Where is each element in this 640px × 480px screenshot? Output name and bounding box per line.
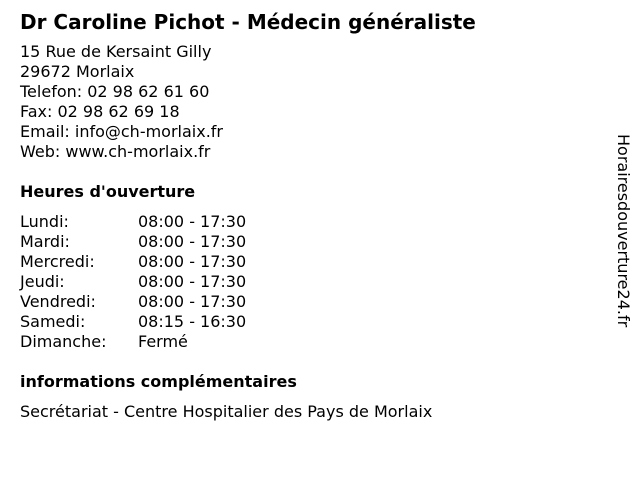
address-block	[20, 42, 600, 162]
hours-row-tuesday	[20, 232, 600, 252]
business-card	[20, 9, 600, 422]
fax-number: Fax: 02 98 62 69 18	[20, 102, 180, 121]
additional-info-text: Secrétariat - Centre Hospitalier des Pays de Morlaix	[20, 402, 433, 421]
time-range: 08:00 - 17:30	[138, 212, 247, 231]
hours-row-sunday	[20, 332, 600, 352]
day-label: Mardi:	[20, 232, 70, 251]
page-title: Dr Caroline Pichot - Médecin généraliste	[20, 10, 476, 34]
day-label: Lundi:	[20, 212, 69, 231]
time-range: 08:00 - 17:30	[138, 232, 247, 251]
hours-row-saturday	[20, 312, 600, 332]
time-range: 08:15 - 16:30	[138, 312, 247, 331]
city-postal: 29672 Morlaix	[20, 62, 135, 81]
additional-info-heading: informations complémentaires	[20, 372, 297, 391]
hours-row-friday	[20, 292, 600, 312]
website-address: Web: www.ch-morlaix.fr	[20, 142, 211, 161]
time-range: 08:00 - 17:30	[138, 252, 247, 271]
day-label: Mercredi:	[20, 252, 95, 271]
email-address: Email: info@ch-morlaix.fr	[20, 122, 223, 141]
day-label: Dimanche:	[20, 332, 107, 351]
time-range: 08:00 - 17:30	[138, 292, 247, 311]
phone-number: Telefon: 02 98 62 61 60	[20, 82, 210, 101]
site-brand-watermark: Horairesdouverture24.fr	[614, 134, 633, 328]
day-label: Vendredi:	[20, 292, 96, 311]
opening-hours-heading: Heures d'ouverture	[20, 182, 196, 201]
hours-row-monday	[20, 212, 600, 232]
hours-row-thursday	[20, 272, 600, 292]
hours-row-wednesday	[20, 252, 600, 272]
opening-hours-table	[20, 212, 600, 352]
time-range: Fermé	[138, 332, 188, 351]
street-address: 15 Rue de Kersaint Gilly	[20, 42, 212, 61]
time-range: 08:00 - 17:30	[138, 272, 247, 291]
day-label: Jeudi:	[20, 272, 65, 291]
day-label: Samedi:	[20, 312, 86, 331]
